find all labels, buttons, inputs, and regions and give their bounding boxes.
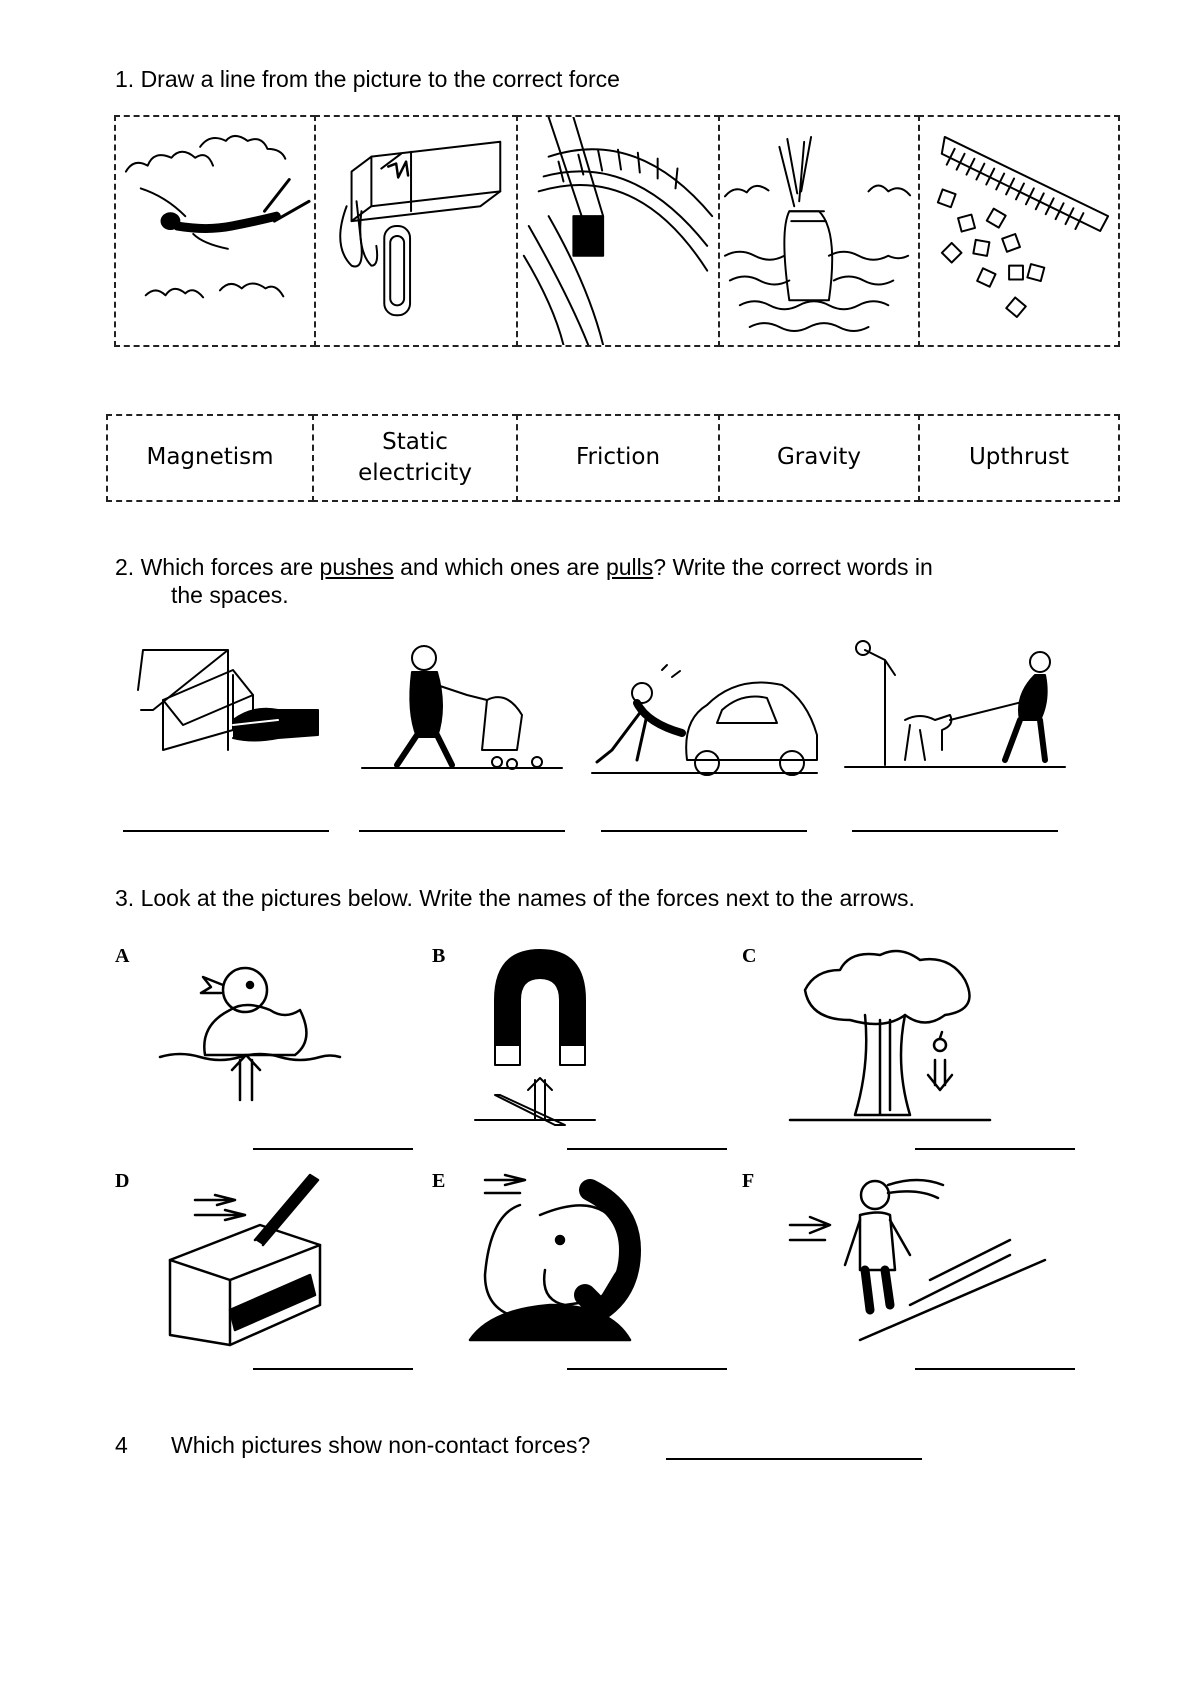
comb-paper-icon (920, 117, 1118, 345)
bicycle-brake-icon (518, 117, 718, 345)
hair-comb-icon (470, 1165, 655, 1340)
q2-answer-blank-1[interactable] (123, 830, 329, 832)
label-upthrust: Upthrust (918, 414, 1120, 502)
label-static-electricity: Static electricity (312, 414, 518, 502)
q1-prompt: 1. Draw a line from the picture to the correct force (115, 66, 620, 92)
dog-lead-icon (845, 640, 1070, 770)
item-c-answer-blank[interactable] (915, 1148, 1075, 1150)
horseshoe-magnet-picture (470, 945, 600, 1125)
label-friction: Friction (516, 414, 720, 502)
duck-icon (160, 955, 350, 1100)
item-e-answer-blank[interactable] (567, 1368, 727, 1370)
magnet-paperclips-icon (316, 117, 516, 345)
item-c-letter: C (742, 945, 757, 967)
skydiver-picture (114, 115, 316, 347)
bicycle-brake-picture (516, 115, 720, 347)
q3-prompt: 3. Look at the pictures below. Write the names of the forces next to the arrows. (115, 885, 915, 911)
q4-prompt: Which pictures show non-contact forces? (171, 1432, 591, 1458)
word-pushes: pushes (319, 554, 394, 580)
item-e-letter: E (432, 1170, 446, 1192)
bottle-picture (718, 115, 920, 347)
pram-icon (362, 640, 567, 770)
q2-answer-blank-3[interactable] (601, 830, 807, 832)
horseshoe-magnet-icon (470, 945, 600, 1125)
item-a-answer-blank[interactable] (253, 1148, 413, 1150)
car-push-icon (592, 665, 817, 775)
item-d-answer-blank[interactable] (253, 1368, 413, 1370)
drawer-icon (138, 640, 323, 760)
floating-bottle-icon (720, 117, 918, 345)
word-pulls: pulls (605, 554, 654, 580)
tree-apple-icon (790, 950, 990, 1125)
skater-icon (780, 1165, 1050, 1345)
car-push-picture (592, 665, 817, 775)
item-a-letter: A (115, 945, 130, 967)
item-b-answer-blank[interactable] (567, 1148, 727, 1150)
item-f-letter: F (742, 1170, 755, 1192)
pram-picture (362, 640, 567, 770)
q2-answer-blank-4[interactable] (852, 830, 1058, 832)
item-f-answer-blank[interactable] (915, 1368, 1075, 1370)
skydiver-icon (116, 117, 314, 345)
q2-answer-blank-2[interactable] (359, 830, 565, 832)
label-magnetism: Magnetism (106, 414, 314, 502)
comb-picture (918, 115, 1120, 347)
item-d-letter: D (115, 1170, 130, 1192)
q4-number: 4 (115, 1432, 128, 1458)
tree-apple-picture (790, 950, 990, 1125)
q2-prompt: 2. Which forces are pushes and which ones are pulls? Write the correct words in (115, 554, 933, 580)
duck-picture (160, 955, 350, 1100)
q2-prompt-line2: the spaces. (171, 582, 289, 608)
dog-lead-picture (845, 640, 1070, 770)
hair-comb-picture (470, 1165, 655, 1340)
drawer-picture (138, 640, 323, 760)
label-gravity: Gravity (718, 414, 920, 502)
magnet-picture (314, 115, 518, 347)
matchbox-icon (165, 1170, 325, 1345)
skater-picture (780, 1165, 1050, 1345)
q4-answer-blank[interactable] (666, 1458, 922, 1460)
item-b-letter: B (432, 945, 446, 967)
matchbox-picture (165, 1170, 325, 1345)
